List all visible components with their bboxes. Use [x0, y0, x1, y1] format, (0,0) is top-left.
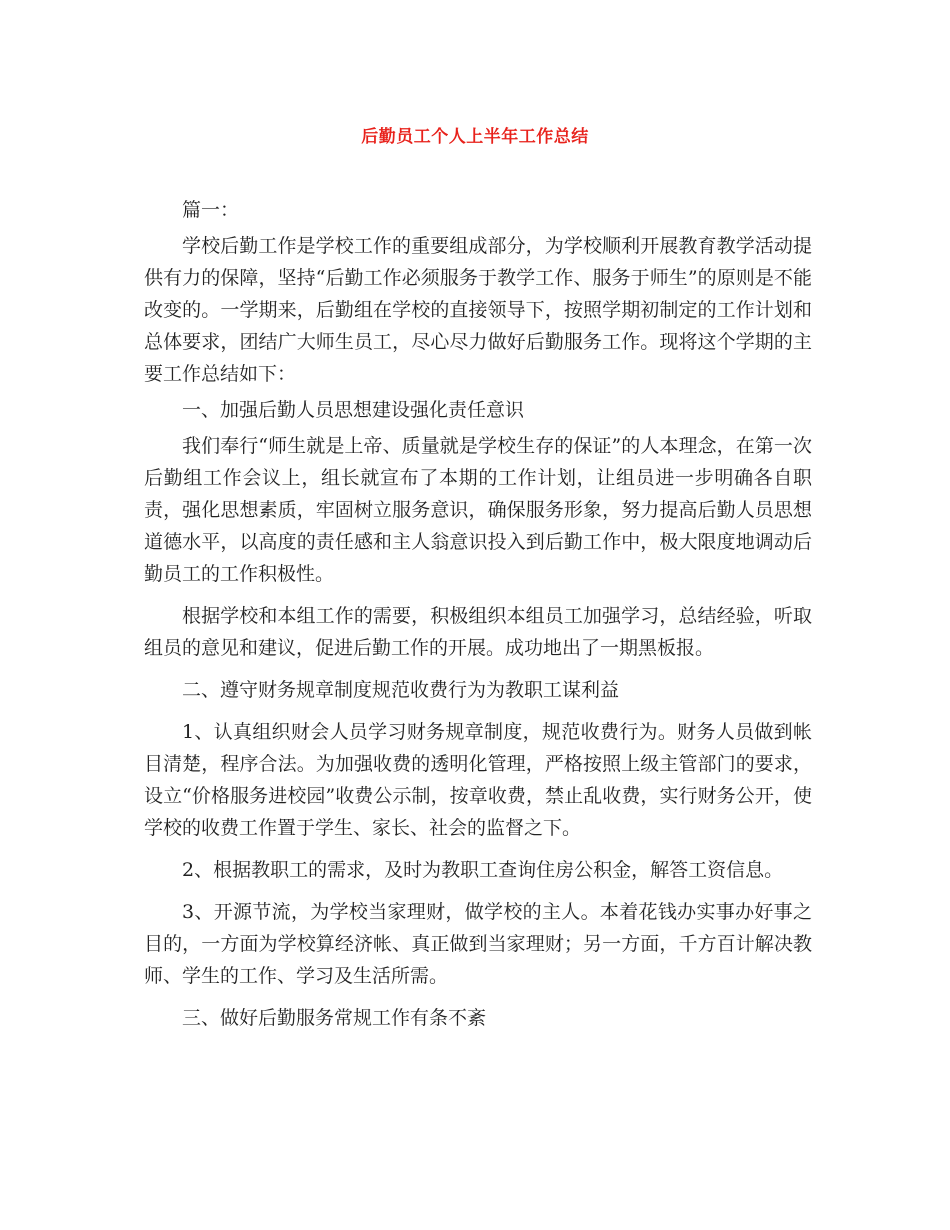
- section-heading: 二、遵守财务规章制度规范收费行为为教职工谋利益: [182, 679, 620, 701]
- paragraph: 2、根据教职工的需求，及时为教职工查询住房公积金，解答工资信息。: [182, 859, 784, 881]
- paragraph: 学校后勤工作是学校工作的重要组成部分，为学校顺利开展教育教学活动提供有力的保障，坚持“后勤工作必须服务于教学工作、服务于师生”的原则是不能改变的。一学期来，后勤组在学校的直接领导下，按照学期初制定的工作计划和总体要求，团结广大师生员工，尽心尽力做好后勤服务工作。现将这个学期的主要工作总结如下：: [144, 235, 812, 385]
- section-heading: 三、做好后勤服务常规工作有条不紊: [182, 1007, 487, 1029]
- section-heading: 一、加强后勤人员思想建设强化责任意识: [182, 399, 525, 421]
- paragraph: 1、认真组织财会人员学习财务规章制度，规范收费行为。财务人员做到帐目清楚，程序合法。为加强收费的透明化管理，严格按照上级主管部门的要求，设立“价格服务进校园”收费公示制，按章收费，禁止乱收费，实行财务公开，使学校的收费工作置于学生、家长、社会的监督之下。: [144, 721, 812, 839]
- paragraph: 我们奉行“师生就是上帝、质量就是学校生存的保证”的人本理念，在第一次后勤组工作会议上，组长就宣布了本期的工作计划，让组员进一步明确各自职责，强化思想素质，牢固树立服务意识，确保服务形象，努力提高后勤人员思想道德水平，以高度的责任感和主人翁意识投入到后勤工作中，极大限度地调动后勤员工的工作积极性。: [144, 435, 812, 585]
- paragraph-label: 篇一：: [182, 199, 240, 221]
- paragraph: 根据学校和本组工作的需要，积极组织本组员工加强学习，总结经验，听取组员的意见和建议，促进后勤工作的开展。成功地出了一期黑板报。: [144, 605, 812, 659]
- paragraph: 3、开源节流，为学校当家理财，做学校的主人。本着花钱办实事办好事之目的，一方面为学校算经济帐、真正做到当家理财；另一方面，千方百计解决教师、学生的工作、学习及生活所需。: [144, 901, 812, 987]
- document-title: 后勤员工个人上半年工作总结: [361, 127, 589, 147]
- document-body: [144, 194, 812, 1034]
